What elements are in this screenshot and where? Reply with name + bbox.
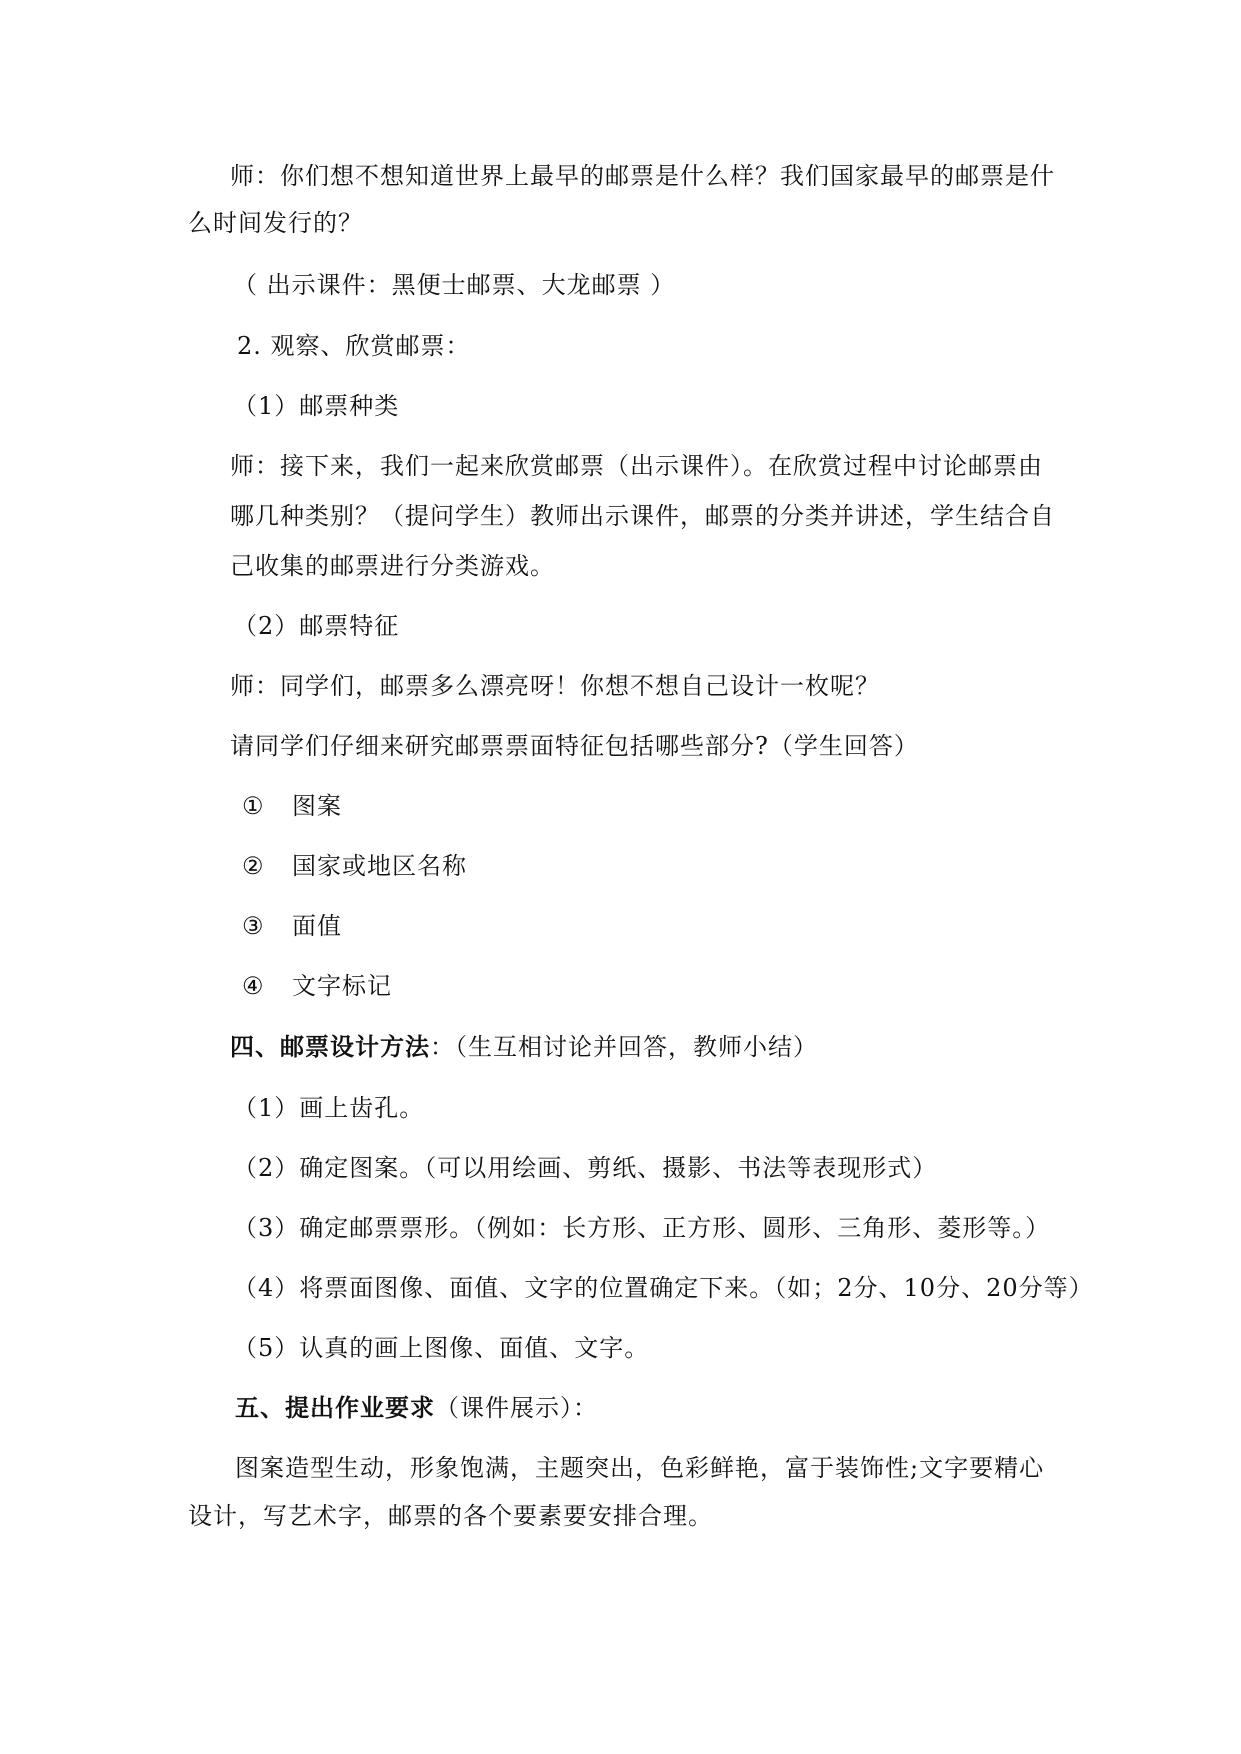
section-4-title: 四、邮票设计方法 bbox=[230, 1032, 430, 1061]
intro-line-2: 么时间发行的？ bbox=[188, 209, 363, 237]
feature-marker: ④ bbox=[242, 972, 265, 1000]
design-step: （1）画上齿孔。 bbox=[233, 1094, 425, 1122]
design-step: （5）认真的画上图像、面值、文字。 bbox=[233, 1334, 650, 1362]
subsection-1-line-2: 哪几种类别？（提问学生）教师出示课件，邮票的分类并讲述，学生结合自 bbox=[230, 502, 1055, 530]
subsection-2-heading: （2）邮票特征 bbox=[233, 612, 400, 640]
feature-item bbox=[242, 850, 467, 882]
feature-text: 国家或地区名称 bbox=[292, 852, 467, 880]
section-5-suffix: （课件展示）： bbox=[435, 1394, 598, 1422]
feature-text: 面值 bbox=[292, 912, 342, 940]
design-step: （4）将票面图像、面值、文字的位置确定下来。（如；2分、10分、20分等） bbox=[233, 1274, 1094, 1302]
feature-marker: ① bbox=[242, 792, 265, 820]
feature-item bbox=[242, 970, 392, 1002]
section-5-title: 五、提出作业要求 bbox=[235, 1393, 435, 1422]
section-2-heading: 2. 观察、欣赏邮票： bbox=[237, 332, 471, 360]
courseware-note: （ 出示课件：黑便士邮票、大龙邮票 ） bbox=[233, 271, 676, 299]
subsection-2-line-1: 师：同学们，邮票多么漂亮呀！你想不想自己设计一枚呢？ bbox=[230, 672, 880, 700]
section-5-heading bbox=[235, 1392, 598, 1424]
section-4-suffix: ：（生互相讨论并回答，教师小结） bbox=[430, 1033, 818, 1061]
assignment-line-1: 图案造型生动，形象饱满，主题突出，色彩鲜艳，富于装饰性;文字要精心 bbox=[235, 1454, 1045, 1482]
assignment-line-2: 设计，写艺术字，邮票的各个要素要安排合理。 bbox=[188, 1502, 713, 1530]
section-4-heading bbox=[230, 1031, 818, 1063]
subsection-2-line-2: 请同学们仔细来研究邮票票面特征包括哪些部分?（学生回答） bbox=[230, 732, 919, 760]
intro-line-1: 师：你们想不想知道世界上最早的邮票是什么样？我们国家最早的邮票是什 bbox=[230, 162, 1055, 190]
subsection-1-line-1: 师：接下来，我们一起来欣赏邮票（出示课件）。在欣赏过程中讨论邮票由 bbox=[230, 452, 1043, 480]
feature-marker: ② bbox=[242, 852, 265, 880]
design-step: （3）确定邮票票形。（例如：长方形、正方形、圆形、三角形、菱形等。） bbox=[233, 1214, 1051, 1242]
subsection-1-line-3: 己收集的邮票进行分类游戏。 bbox=[230, 552, 555, 580]
feature-marker: ③ bbox=[242, 912, 265, 940]
feature-item bbox=[242, 910, 342, 942]
feature-text: 文字标记 bbox=[292, 972, 392, 1000]
feature-item bbox=[242, 790, 342, 822]
feature-text: 图案 bbox=[292, 792, 342, 820]
design-step: （2）确定图案。（可以用绘画、剪纸、摄影、书法等表现形式） bbox=[233, 1154, 938, 1182]
subsection-1-heading: （1）邮票种类 bbox=[233, 392, 400, 420]
